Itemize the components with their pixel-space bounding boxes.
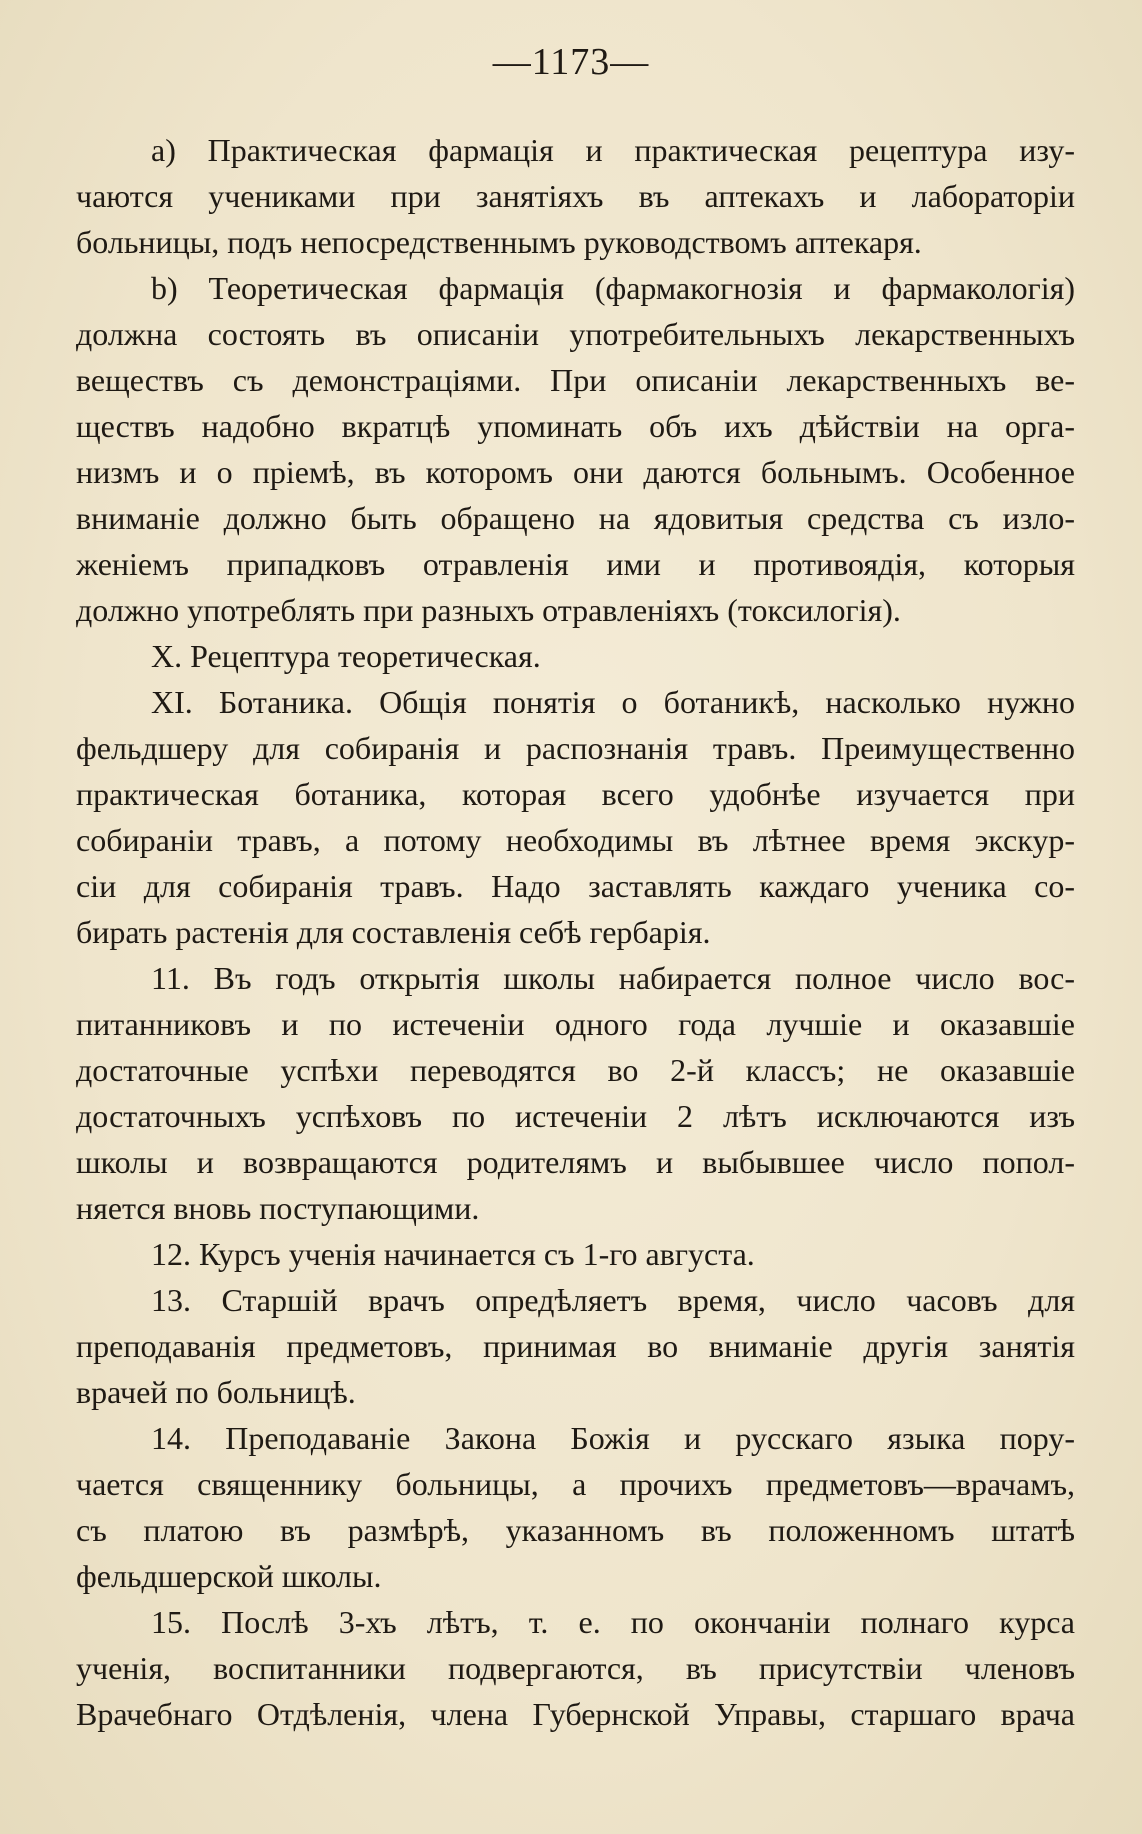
text-line: собираніи травъ, а потому необходимы въ лѣтнее время экскур-	[76, 822, 1075, 858]
text-line: a) Практическая фармація и практическая рецептура изу-	[151, 132, 1075, 168]
text-line: больницы, подъ непосредственнымъ руководствомъ аптекаря.	[76, 224, 922, 260]
text-line: должна состоять въ описаніи употребительныхъ лекарственныхъ	[76, 316, 1075, 352]
page-number: —1173—	[492, 41, 650, 83]
text-line: фельдшерской школы.	[76, 1558, 382, 1594]
text-line: 12. Курсъ ученія начинается съ 1-го августа.	[151, 1236, 755, 1272]
text-line: XI. Ботаника. Общія понятія о ботаникѣ, насколько нужно	[151, 684, 1075, 720]
text-line: должно употреблять при разныхъ отравленіяхъ (токсилогія).	[76, 592, 901, 628]
text-line: веществъ съ демонстраціями. При описаніи лекарственныхъ ве-	[76, 362, 1075, 398]
text-line: достаточныхъ успѣховъ по истеченіи 2 лѣтъ исключаются изъ	[76, 1098, 1075, 1134]
text-line: няется вновь поступающими.	[76, 1190, 480, 1226]
text-line: вниманіе должно быть обращено на ядовитыя средства съ изло-	[76, 500, 1075, 536]
text-line: съ платою въ размѣрѣ, указанномъ въ положенномъ штатѣ	[76, 1512, 1075, 1548]
text-line: 11. Въ годъ открытія школы набирается полное число вос-	[151, 960, 1075, 996]
text-line: врачей по больницѣ.	[76, 1374, 356, 1410]
text-line: ученія, воспитанники подвергаются, въ присутствіи членовъ	[76, 1650, 1075, 1686]
text-line: питанниковъ и по истеченіи одного года лучшіе и оказавшіе	[76, 1006, 1075, 1042]
text-line: чается священнику больницы, а прочихъ предметовъ—врачамъ,	[76, 1466, 1075, 1502]
text-line: Врачебнаго Отдѣленія, члена Губернской Управы, старшаго врача	[76, 1696, 1075, 1732]
text-line: фельдшеру для собиранія и распознанія травъ. Преимущественно	[76, 730, 1075, 766]
text-line: X. Рецептура теоретическая.	[151, 638, 541, 674]
text-line: бирать растенія для составленія себѣ гербарія.	[76, 914, 711, 950]
text-line: женіемъ припадковъ отравленія ими и противоядія, которыя	[76, 546, 1075, 582]
text-line: низмъ и о пріемѣ, въ которомъ они даются больнымъ. Особенное	[76, 454, 1075, 490]
text-line: достаточные успѣхи переводятся во 2-й классъ; не оказавшіе	[76, 1052, 1075, 1088]
text-line: школы и возвращаются родителямъ и выбывшее число попол-	[76, 1144, 1075, 1180]
text-line: практическая ботаника, которая всего удобнѣе изучается при	[76, 776, 1075, 812]
text-line: 14. Преподаваніе Закона Божія и русскаго языка пору-	[151, 1420, 1075, 1456]
text-line: ществъ надобно вкратцѣ упоминать объ ихъ дѣйствіи на орга-	[76, 408, 1075, 444]
text-line: 15. Послѣ 3-хъ лѣтъ, т. е. по окончаніи полнаго курса	[151, 1604, 1075, 1640]
body-text	[76, 127, 1075, 1737]
text-line: преподаванія предметовъ, принимая во вниманіе другія занятія	[76, 1328, 1075, 1364]
text-line: сіи для собиранія травъ. Надо заставлять каждаго ученика со-	[76, 868, 1075, 904]
text-line: b) Теоретическая фармація (фармакогнозія и фармакологія)	[151, 270, 1075, 306]
text-line: 13. Старшій врачъ опредѣляетъ время, число часовъ для	[151, 1282, 1075, 1318]
text-line: чаются учениками при занятіяхъ въ аптекахъ и лабораторіи	[76, 178, 1075, 214]
